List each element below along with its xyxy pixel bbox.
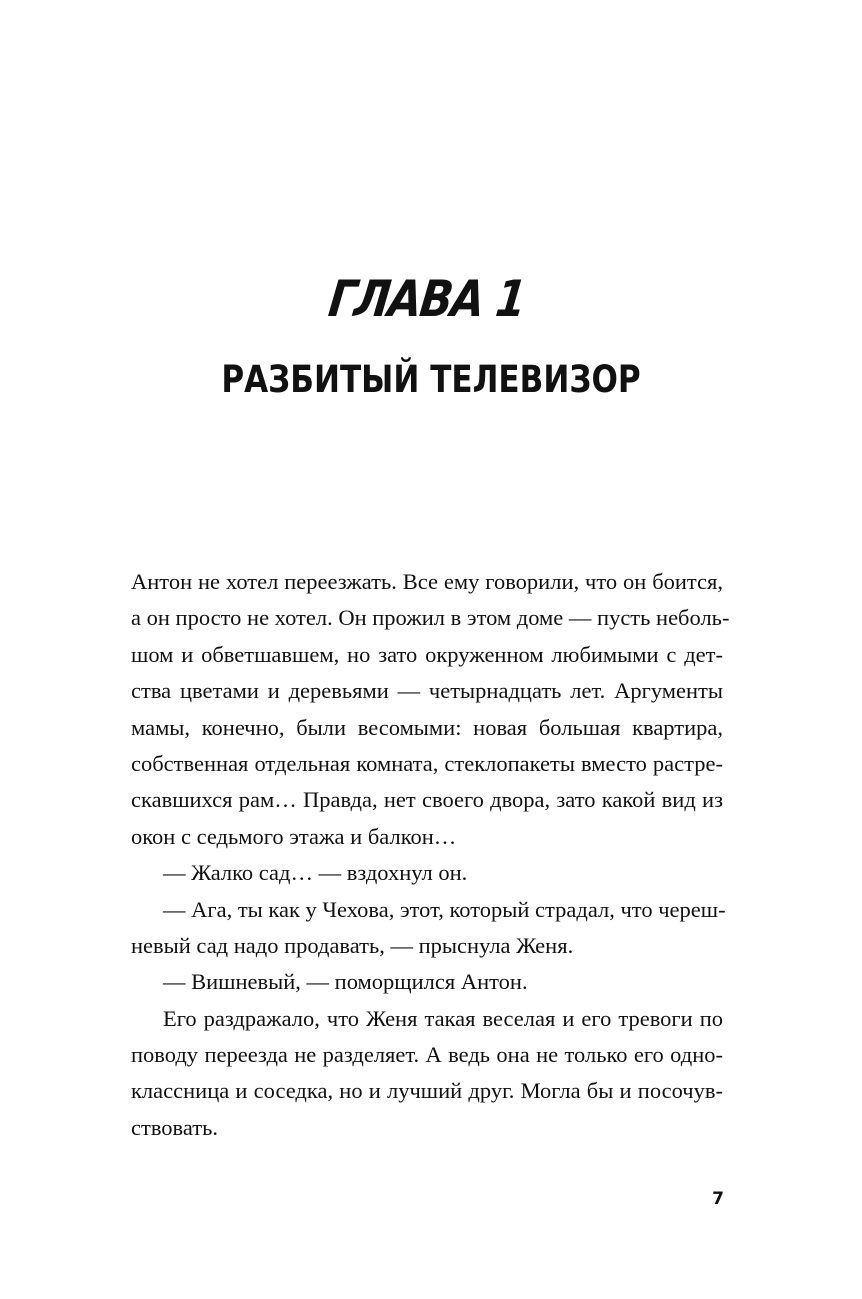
text-line: Антон не хотел переезжать. Все ему говорили, что он боится, [131,569,723,594]
paragraph-first-line: Его раздражало, что Женя такая веселая и его тревоги по [163,1005,723,1031]
text-line: окон с седьмого этажа и балкон… [131,823,457,849]
dialogue-line: — Ага, ты как у Чехова, этот, который страдал, что череш- [163,896,726,922]
chapter-number-heading: ГЛАВА 1 [325,270,528,328]
page-number: 7 [712,1189,724,1209]
body-text [131,564,730,1146]
text-line: шом и обветшавшем, но зато окруженном любимыми с дет- [131,641,723,667]
text-line: классница и соседка, но и лучший друг. Могла бы и посочув- [131,1078,723,1104]
text-line: мамы, конечно, были весомыми: новая большая квартира, [131,714,723,740]
text-line: невый сад надо продавать, — прыснула Женя. [131,932,574,958]
text-line: ствовать. [131,1114,218,1140]
dialogue-line: — Жалко сад… — вздохнул он. [163,860,468,886]
text-line: собственная отдельная комната, стеклопакеты вместо растре- [131,750,723,776]
text-line: ства цветами и деревьями — четырнадцать лет. Аргументы [131,678,723,704]
chapter-title: РАЗБИТЫЙ ТЕЛЕВИЗОР [221,358,641,401]
text-line: а он просто не хотел. Он прожил в этом доме — пусть неболь- [131,605,730,631]
text-line: скавшихся рам… Правда, нет своего двора, зато какой вид из [131,787,723,813]
text-line: поводу переезда не разделяет. А ведь она не только его одно- [131,1042,723,1068]
dialogue-line: — Вишневый, — поморщился Антон. [163,969,528,995]
